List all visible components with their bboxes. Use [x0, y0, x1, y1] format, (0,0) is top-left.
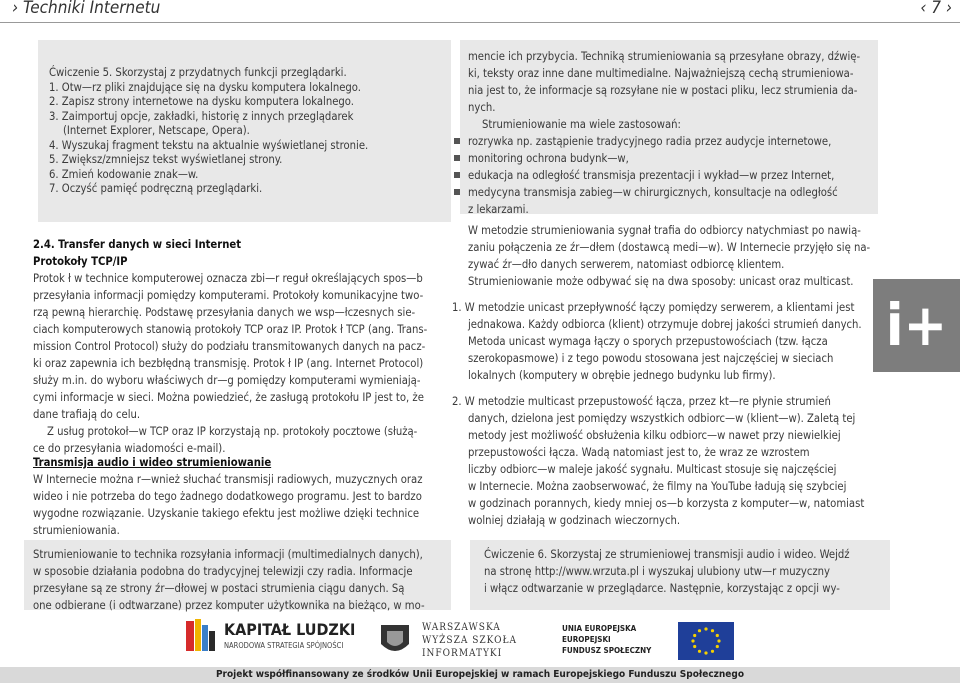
bullet-continuation: z lekarzami. — [468, 203, 529, 216]
exercise-5-step: 2. Zapisz strony internetowe na dysku komputera lokalnego. — [49, 95, 354, 108]
paragraph-line: lokalnych (komputery w obrębie jednego budynku lub firmy). — [468, 369, 776, 382]
wsi-logo — [378, 622, 518, 662]
paragraph-line: ki oraz zapewnia ich bezbłędną transmisję. Protok ł IP (ang. Internet Protocol) — [33, 357, 424, 370]
paragraph-line: nia jest to, że informacje są rozsyłane nie w postaci pliku, lecz strumienia da- — [468, 84, 858, 97]
paragraph-line: Strumieniowanie ma wiele zastosowań: — [482, 118, 681, 131]
paragraph-line: danych, dzielona jest pomiędzy wszystkich odbiorc—w (klient—w). Zaletą tej — [468, 412, 856, 425]
bullet-square-icon — [454, 138, 460, 144]
subheading-tcp-ip: Protokoły TCP/IP — [33, 255, 128, 268]
bullet-item: medycyna transmisja zabieg—w chirurgicznych, konsultacje na odległość — [454, 184, 874, 201]
paragraph-line: liczby odbiorc—w maleje jakość sygnału. Multicast stosuje się najczęściej — [468, 463, 837, 476]
paragraph-line: nych. — [468, 101, 496, 114]
wsi-line-2: WYŻSZA SZKOŁA — [422, 635, 517, 646]
section-heading: 2.4. Transfer danych w sieci Internet — [33, 238, 242, 251]
paragraph-line: metody jest możliwość obsłużenia kilku odbiorc—w nawet przy niewielkiej — [468, 429, 841, 442]
paragraph-line: jednakowa. Każdy odbiorca (klient) otrzymuje dobrej jakości strumień danych. — [468, 318, 862, 331]
eu-flag-icon — [678, 622, 734, 660]
paragraph-line: mencie ich przybycia. Techniką strumieniowania są przesyłane obrazy, dźwię- — [468, 50, 861, 63]
exercise-5-step: 3. Zaimportuj opcje, zakładki, historię z innych przeglądarek — [49, 109, 354, 123]
definition-line: w sposobie działania podobna do tradycyjnej telewizji czy radia. Informacje — [33, 565, 413, 578]
bullet-square-icon — [454, 172, 460, 178]
exercise-5-step: 1. Otw—rz pliki znajdujące się na dysku komputera lokalnego. — [49, 80, 361, 94]
exercise-5-step: 5. Zwiększ/zmniejsz tekst wyświetlanej strony. — [49, 153, 283, 166]
wsi-line-3: INFORMATYKI — [422, 648, 503, 659]
kapital-ludzki-subtitle: NARODOWA STRATEGIA SPÓJNOŚCI — [224, 641, 344, 650]
paragraph-line: Strumieniowanie może odbywać się na dwa sposoby: unicast oraz multicast. — [468, 275, 854, 288]
page-number: ‹ 7 › — [920, 0, 952, 18]
bullet-item: monitoring ochrona budynk—w, — [454, 150, 874, 167]
chapter-title: › Techniki Internetu — [12, 0, 161, 18]
paragraph-line: strumieniowania. — [33, 524, 120, 537]
exercise-5-text — [49, 66, 368, 197]
eu-logo — [562, 624, 752, 664]
paragraph-line: w Internecie. Można zaobserwować, że filmy na YouTube ładują się szybciej — [468, 480, 847, 493]
paragraph-line: W metodzie strumieniowania sygnał trafia do odbiorcy natychmiast po nawią- — [468, 224, 861, 237]
unicast-item: 1. W metodzie unicast przepływność łączy pomiędzy serwerem, a klientami jest — [452, 301, 855, 314]
bullet-square-icon — [454, 189, 460, 195]
kapital-ludzki-logo — [186, 617, 356, 661]
bullet-square-icon — [454, 155, 460, 161]
paragraph-line: Protok ł w technice komputerowej oznacza zbi—r reguł określających spos—b — [33, 272, 423, 285]
paragraph-line: Z usług protokoł—w TCP oraz IP korzystają np. protokoły pocztowe (służą- — [47, 425, 418, 438]
kapital-ludzki-mark-icon — [186, 619, 218, 653]
audio-video-heading: Transmisja audio i wideo strumieniowanie — [33, 456, 272, 469]
paragraph-line: dane trafiają do celu. — [33, 408, 141, 421]
bullet-item: rozrywka np. zastąpienie tradycyjnego radia przez audycje internetowe, — [454, 133, 874, 150]
bullet-item: edukacja na odległość transmisja prezentacji i wykład—w przez Internet, — [454, 167, 874, 184]
paragraph-line: przesyłania informacji pomiędzy komputerami. Protokoły komunikacyjne two- — [33, 289, 424, 302]
eu-line-1: UNIA EUROPEJSKA — [562, 624, 637, 633]
eu-line-2: EUROPEJSKI — [562, 635, 611, 644]
paragraph-line: wideo i nie potrzeba do tego żadnego dodatkowego programu. Jest to bardzo — [33, 490, 422, 503]
exercise-6-line: i włącz odtwarzanie w przeglądarce. Następnie, korzystając z opcji wy- — [484, 582, 840, 595]
paragraph-line: ki, teksty oraz inne dane multimedialne. Najważniejszą cechą strumieniowa- — [468, 67, 854, 80]
streaming-text — [468, 48, 874, 218]
definition-text — [33, 546, 445, 614]
definition-line: przesyłane są ze strony źr—dłowej w postaci strumienia ciągu danych. Są — [33, 582, 405, 595]
paragraph-line: szerokopasmowe) i z tego powodu stosowana jest najczęściej w sieciach — [468, 352, 834, 365]
paragraph-line: wolniej działają w godzinach wieczornych. — [468, 514, 681, 527]
exercise-5-step: 4. Wyszukaj fragment tekstu na aktualnie wyświetlanej stronie. — [49, 138, 369, 152]
paragraph-line: mission Control Protocol) służy do podziału transmitowanych danych na pacz- — [33, 340, 426, 353]
paragraph-line: służy m.in. do wyboru właściwych dr—g pomiędzy komputerami wymieniają- — [33, 374, 421, 387]
definition-line: one odbierane (i odtwarzane) przez komputer użytkownika na bieżąco, w mo- — [33, 599, 425, 612]
exercise-5-title: Ćwiczenie 5. Skorzystaj z przydatnych funkcji przeglądarki. — [49, 66, 347, 79]
paragraph-line: zaniu połączenia ze źr—dłem (dostawcą medi—w). W Internecie przyjęło się na- — [468, 241, 871, 254]
paragraph-line: cymi informacje w sieci. Można powiedzieć, że zasługą protokołu IP jest to, że — [33, 391, 424, 404]
kapital-ludzki-title: KAPITAŁ LUDZKI — [224, 620, 356, 639]
wsi-crest-icon — [378, 622, 412, 660]
exercise-6-line: Ćwiczenie 6. Skorzystaj ze strumieniowej transmisji audio i wideo. Wejdź — [484, 548, 850, 561]
eu-line-3: FUNDUSZ SPOŁECZNY — [562, 646, 652, 655]
paragraph-line: W Internecie można r—wnież słuchać transmisji radiowych, muzycznych oraz — [33, 473, 423, 486]
wsi-line-1: WARSZAWSKA — [422, 622, 501, 633]
paragraph-line: w godzinach porannych, kiedy mniej os—b korzysta z komputer—w, natomiast — [468, 497, 865, 510]
exercise-5-step: (Internet Explorer, Netscape, Opera). — [63, 124, 250, 137]
paragraph-line: rzą pewną hierarchię. Podstawę przesyłania danych we wsp—łczesnych sie- — [33, 306, 416, 319]
info-plus-badge: i+ — [873, 279, 960, 372]
paragraph-line: zywać źr—dło danych serwerem, natomiast odbiorcę klientem. — [468, 258, 785, 271]
paragraph-line: wygodne rozwiązanie. Uzyskanie takiego efektu jest możliwe dzięki technice — [33, 507, 420, 520]
exercise-6-text — [484, 546, 884, 597]
paragraph-line: Metoda unicast wymaga łączy o sporych przepustowościach (tzw. łącza — [468, 335, 828, 348]
exercise-5-step: 6. Zmień kodowanie znak—w. — [49, 167, 199, 181]
paragraph-line: ce do przesyłania wiadomości e-mail). — [33, 442, 226, 455]
multicast-item: 2. W metodzie multicast przepustowość łącza, przez kt—re płynie strumień — [452, 395, 831, 408]
paragraph-line: ciach komputerowych stanowią protokoły TCP oraz IP. Protok ł TCP (ang. Trans- — [33, 323, 428, 336]
definition-line: Strumieniowanie to technika rozsyłania informacji (multimedialnych danych), — [33, 548, 423, 561]
exercise-5-step: 7. Oczyść pamięć podręczną przeglądarki. — [49, 182, 263, 195]
audio-video-section — [33, 454, 445, 539]
paragraph-line: przepustowości łącza. Wadą natomiast jest to, że wraz ze wzrostem — [468, 446, 810, 459]
unicast-multicast-section — [452, 222, 871, 529]
section-2-4 — [33, 236, 445, 457]
funding-footer: Projekt współfinansowany ze środków Unii Europejskiej w ramach Europejskiego Funduszu Społecznego — [0, 667, 960, 683]
exercise-6-line: na stronę http://www.wrzuta.pl i wyszukaj ulubiony utw—r muzyczny — [484, 565, 831, 578]
header-divider — [0, 22, 960, 23]
